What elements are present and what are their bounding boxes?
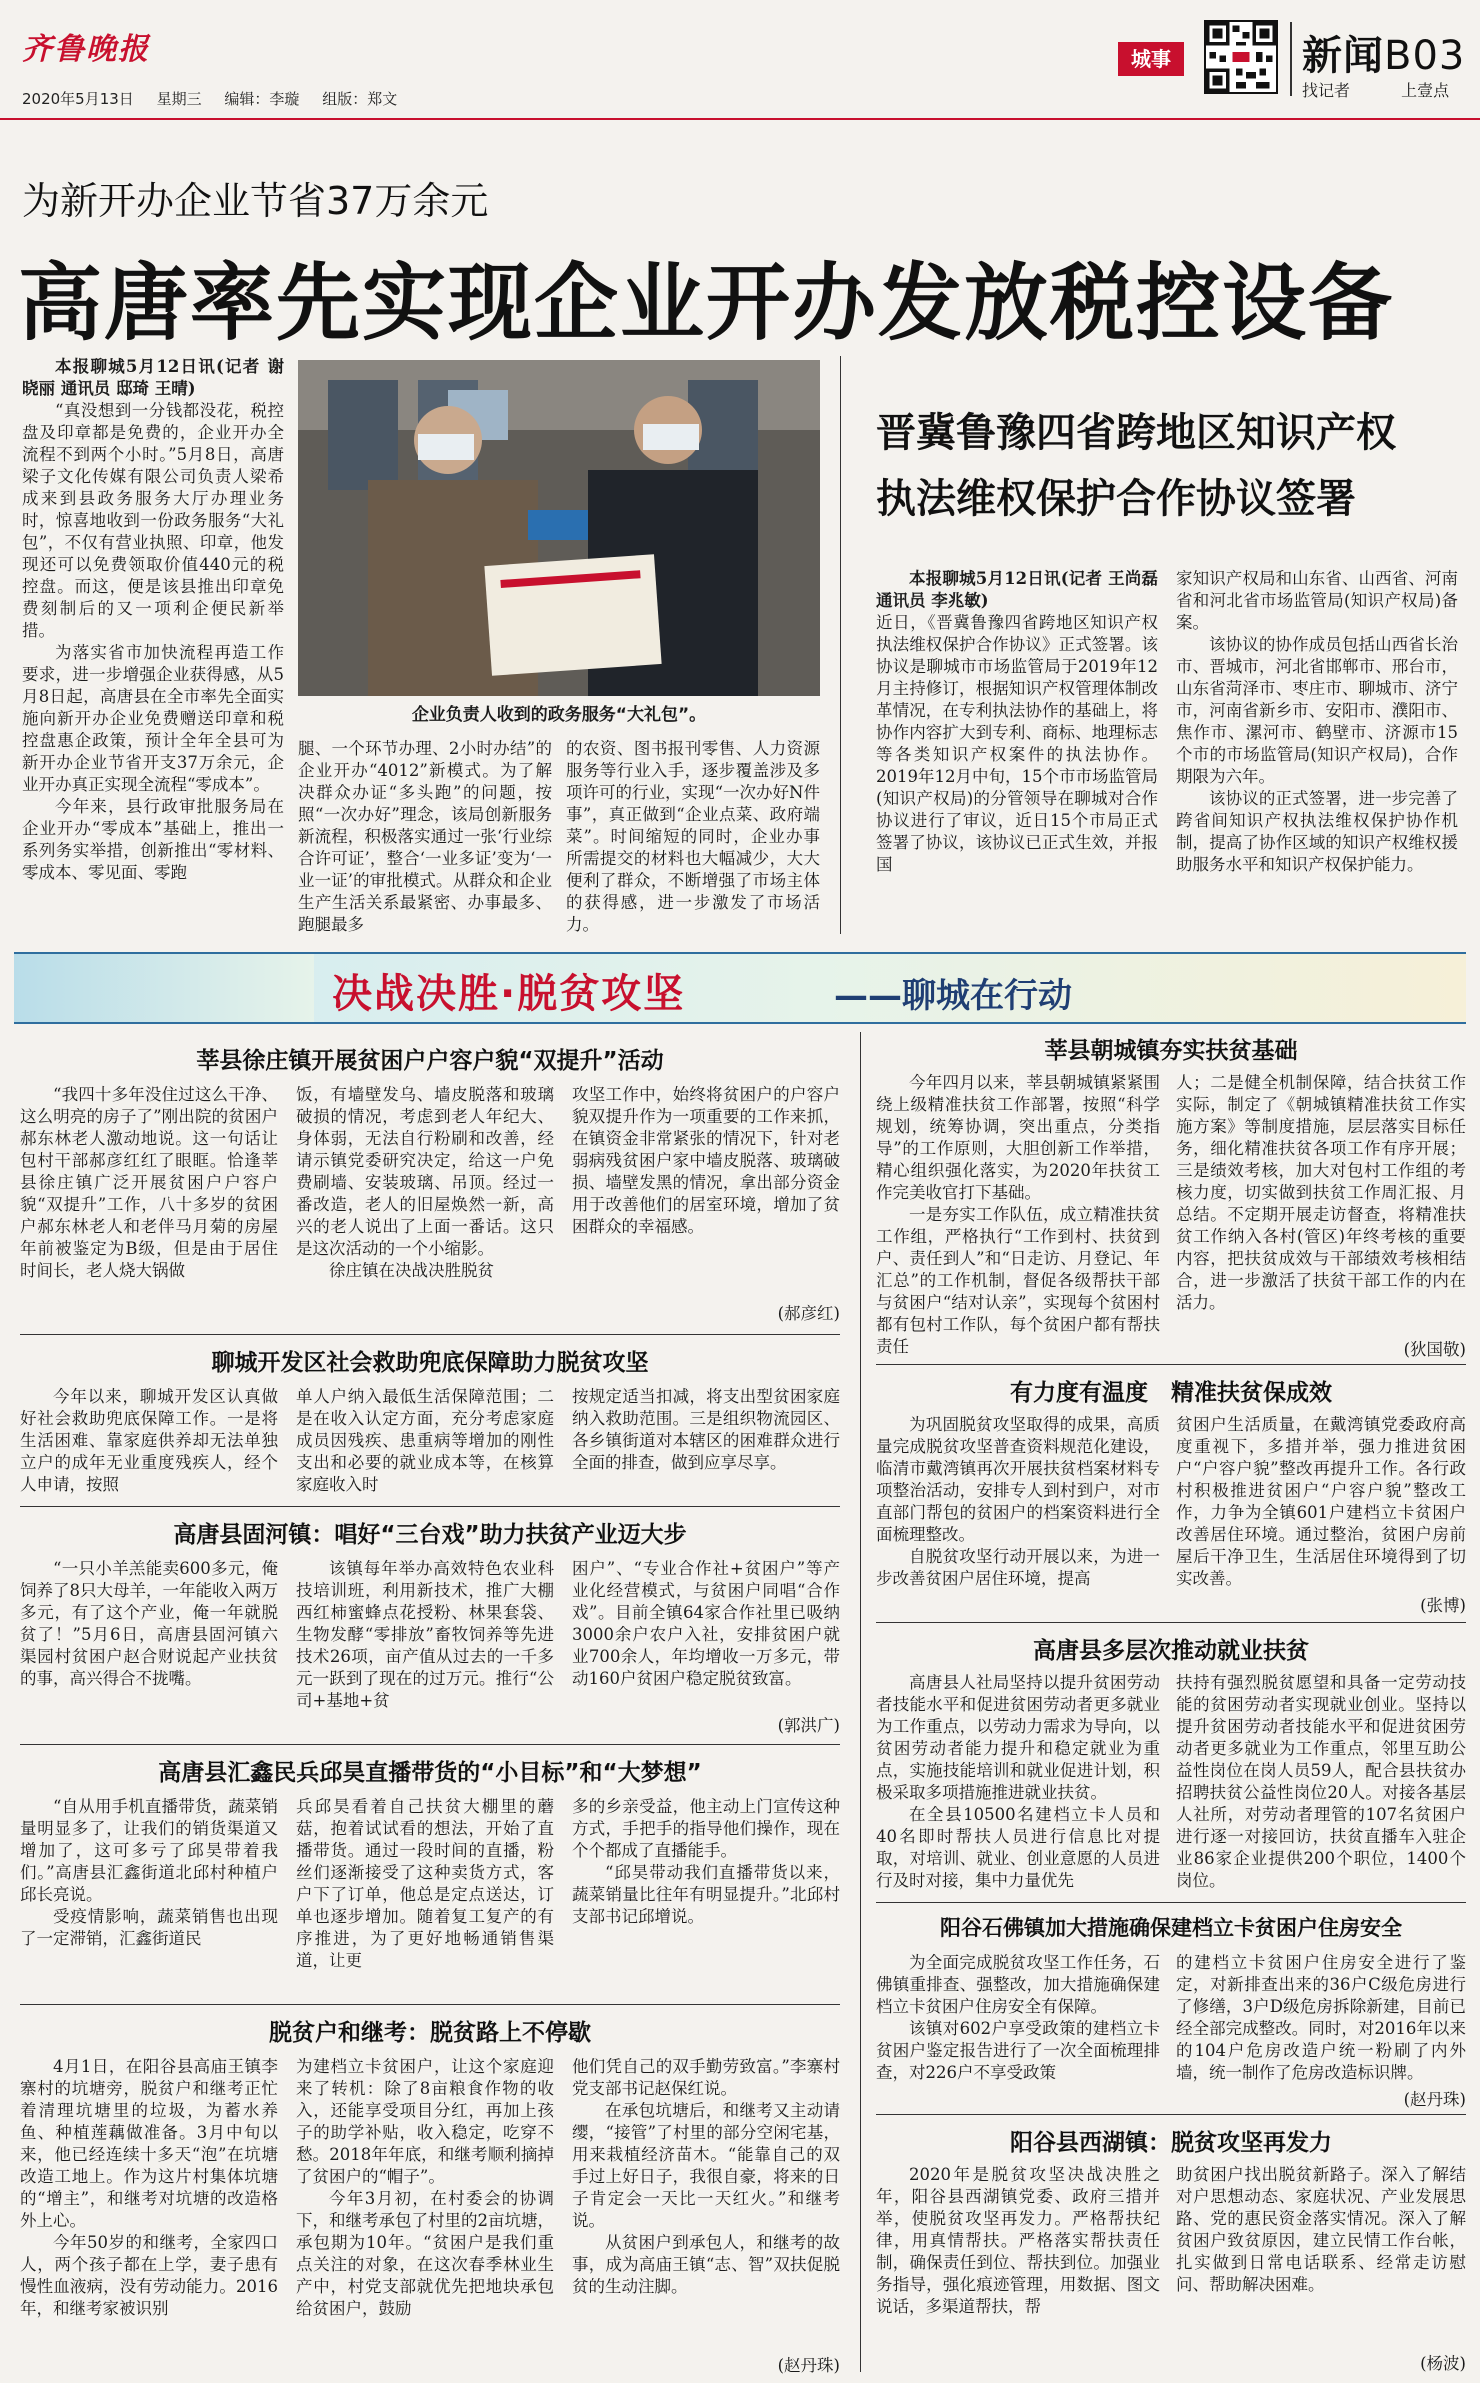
- article-column: [876, 2164, 1160, 2372]
- article-column: [876, 1952, 1160, 2108]
- article-text: 今年四月以来，莘县朝城镇紧紧围绕上级精准扶贫工作部署，按照“科学规划，统筹协调，突出重点，分类指导”的工作原则，大胆创新工作举措，精心组织强化落实，为2020年扶贫工作完美收官打下基础。: [876, 1073, 1160, 1202]
- article-text: 为建档立卡贫困户，让这个家庭迎来了转机：除了8亩粮食作物的收入，还能享受项目分红，再加上孩子的助学补贴，收入稳定，吃穿不愁。2018年年底，和继考顺利摘掉了贫困户的“帽子”。: [296, 2057, 554, 2186]
- article-text: 从贫困户到承包人，和继考的故事，成为高庙王镇“志、智”双扶促脱贫的生动注脚。: [572, 2233, 840, 2296]
- article-signature: (张博): [1420, 1596, 1466, 1615]
- article-divider: [876, 1902, 1466, 1903]
- masthead-logo: 齐鲁晚报: [22, 32, 150, 67]
- article-column: [296, 1084, 554, 1326]
- article-text: 今年以来，聊城开发区认真做好社会救助兜底保障工作。一是将生活困难、靠家庭供养却无法单独立户的成年无业重度残疾人，经个人申请，按照: [20, 1387, 278, 1494]
- article-title: 聊城开发区社会救助兜底保障助力脱贫攻坚: [211, 1350, 649, 1376]
- lead-paragraph: 为落实省市加快流程再造工作要求，进一步增强企业获得感，从5月8日起，高唐县在全市率先全面实施向新开办企业免费赠送印章和税控盘惠企政策，预计全年全县可为新开办企业节省开支37万余元，企业开办真正实现全流程“零成本”。: [22, 643, 284, 794]
- issue-weekday: 星期三: [156, 90, 202, 108]
- article-text: “邱昊带动我们直播带货以来，蔬菜销量比往年有明显提升。”北邱村支部书记邱增说。: [572, 1863, 840, 1926]
- article-title: 高唐县多层次推动就业扶贫: [1033, 1638, 1309, 1664]
- lead-paragraph: 今年来，县行政审批服务局在企业开办“零成本”基础上，推出一系列务实举措，创新推出“零材料、零成本、零见面、零跑: [22, 797, 284, 882]
- article-text: 该镇每年举办高效特色农业科技培训班，利用新技术，推广大棚西红柿蜜蜂点花授粉、林果套袋、生物发酵“零排放”畜牧饲养等先进技术26项，亩产值从过去的一千多元一跃到了现在的过万元。推行“公司+基地+贫: [296, 1559, 554, 1710]
- article-text: 多的乡亲受益，他主动上门宣传这种方式，手把手的指导他们操作，现在个个都成了直播能手。: [572, 1797, 840, 1860]
- article-text: 为巩固脱贫攻坚取得的成果，高质量完成脱贫攻坚普查资料规范化建设，临清市戴湾镇再次开展扶贫档案材料专项整治活动，安排专人到村到户，对市直部门帮包的贫困户的档案资料进行全面梳理整改。: [876, 1415, 1160, 1544]
- article-text: “自从用手机直播带货，蔬菜销量明显多了，让我们的销货渠道又增加了，这可多亏了邱昊带着我们。”高唐县汇鑫街道北邱村种植户邱长亮说。: [20, 1797, 278, 1904]
- lead-paragraph: “真没想到一分钱都没花，税控盘及印章都是免费的，企业开办全流程不到两个小时。”5月8日，高唐梁子文化传媒有限公司负责人梁希成来到县政务服务大厅办理业务时，惊喜地收到一份政务服务“大礼包”，不仅有营业执照、印章，他发现还可以免费领取价值440元的税控盘。而这，便是该县推出印章免费刻制后的又一项利企便民新举措。: [22, 401, 284, 640]
- article-signature: (杨波): [1420, 2354, 1466, 2373]
- contact-line: [1302, 78, 1480, 101]
- article-text: “我四十多年没住过这么干净、这么明亮的房子了”刚出院的贫困户郝东林老人激动地说。这一句话让包村干部郝彦红红了眼眶。恰逢莘县徐庄镇广泛开展贫困户户容户貌“双提升”工作，八十多岁的贫困户郝东林老人和老伴马月菊的房屋年前被鉴定为B级，但是由于居住时间长，老人烧大锅做: [20, 1085, 278, 1280]
- banner-decoration: [14, 954, 314, 1022]
- article-title: 莘县朝城镇夯实扶贫基础: [1044, 1038, 1298, 1064]
- section-banner: [14, 952, 1466, 1024]
- article-column: [572, 1558, 840, 1714]
- dateline: [22, 88, 415, 109]
- article-title: 阳谷石佛镇加大措施确保建档立卡贫困户住房安全: [940, 1916, 1402, 1940]
- article-signature: (赵丹珠): [777, 2356, 840, 2375]
- article-text: 的建档立卡贫困户住房安全进行了鉴定，对新排查出来的36户C级危房进行了修缮，3户D级危房拆除新建，目前已经全部完成整改。同时，对2016年以来的104户危房改造户统一粉刷了内外墙，统一制作了危房改造标识牌。: [1176, 1953, 1466, 2082]
- article-title: 高唐县汇鑫民兵邱昊直播带货的“小目标”和“大梦想”: [158, 1760, 702, 1786]
- side-headline-line-2: 执法维权保护合作协议签署: [876, 476, 1356, 522]
- article-signature: (狄国敬): [1403, 1340, 1466, 1359]
- article-text: 人；二是健全机制保障，结合扶贫工作实际，制定了《朝城镇精准扶贫工作实施方案》等制度措施，层层落实目标任务，细化精准扶贫各项工作有序开展；三是绩效考核，加大对包村工作组的考核力度，切实做到扶贫工作周汇报、月总结。不定期开展走访督查，将精准扶贫工作纳入各村(管区)年终考核的重要内容，把扶贫成效与干部绩效考核相结合，进一步激活了扶贫干部工作的内在活力。: [1176, 1073, 1466, 1312]
- article-column: [1176, 1414, 1466, 1592]
- article-column: [572, 1084, 840, 1304]
- article-text: 单人户纳入最低生活保障范围；二是在收入认定方面，充分考虑家庭成员因残疾、患重病等增加的刚性支出和必要的就业成本等，在核算家庭收入时: [296, 1387, 554, 1494]
- article-text: 在全县10500名建档立卡人员和40名即时帮扶人员进行信息比对提取，对培训、就业、创业意愿的人员进行及时对接，集中力量优先: [876, 1805, 1160, 1890]
- article-column: [876, 1414, 1160, 1614]
- article-divider: [20, 1334, 840, 1335]
- article-text: 今年3月初，在村委会的协调下，和继考承包了村里的2亩坑塘，承包期为10年。“贫困户是我们重点关注的对象，在这次春季林业生产中，村党支部就优先把地块承包给贫困户，鼓励: [296, 2189, 554, 2318]
- article-divider: [876, 2114, 1466, 2115]
- article-divider: [20, 1744, 840, 1745]
- article-column: [20, 1084, 278, 1326]
- article-column: [1176, 1952, 1466, 2086]
- article-column: [1176, 1672, 1466, 1894]
- header-rule: [0, 118, 1480, 120]
- article-signature: (赵丹珠): [1403, 2090, 1466, 2109]
- article-column: [572, 1796, 840, 1996]
- article-text: 高唐县人社局坚持以提升贫困劳动者技能水平和促进贫困劳动者更多就业为工作重点，以劳动力需求为导向，以贫困劳动者能力提升和稳定就业为重点，实施技能培训和就业促进计划，积极采取多项措施推进就业扶贫。: [876, 1673, 1160, 1802]
- article-text: 扶持有强烈脱贫愿望和具备一定劳动技能的贫困劳动者实现就业创业。坚持以提升贫困劳动者技能水平和促进贫困劳动者更多就业为工作重点，邻里互助公益性岗位在岗人员59人，配合县扶贫办招聘扶贫公益性岗位20人。对接各基层人社所，对劳动者理管的107名贫困户进行逐一对接回访，扶贫直播车入驻企业86家企业提供200个职位，1400个岗位。: [1176, 1673, 1466, 1890]
- article-column: [20, 1386, 278, 1498]
- article-title: 阳谷县西湖镇：脱贫攻坚再发力: [1010, 2130, 1332, 2156]
- column-rule: [860, 1032, 861, 2372]
- lead-kicker: 为新开办企业节省37万余元: [22, 179, 489, 223]
- article-text: 徐庄镇在决战决胜脱贫: [329, 1261, 494, 1280]
- side-column-1: [876, 568, 1158, 934]
- article-text: 一是夯实工作队伍，成立精准扶贫工作组，严格执行“工作到村、扶贫到户、责任到人”和“日走访、月登记、年汇总”的工作机制，督促各级帮扶干部与贫困户“结对认亲”，实现每个贫困村都有包村工作队，每个贫困户都有帮扶责任: [876, 1205, 1160, 1356]
- side-column-2: [1176, 568, 1458, 934]
- editor-credit: 编辑：李璇: [224, 90, 300, 108]
- article-column: [296, 1558, 554, 1736]
- article-signature: (郝彦红): [777, 1304, 840, 1323]
- article-column: [20, 2056, 278, 2374]
- page-section-name: 新闻: [1302, 33, 1384, 79]
- lead-column-1: [22, 356, 284, 936]
- article-title: 脱贫户和继考：脱贫路上不停歇: [269, 2020, 591, 2046]
- designer-credit: 组版：郑文: [322, 90, 398, 108]
- lead-photo: [298, 360, 820, 696]
- article-divider: [876, 1622, 1466, 1623]
- lead-paragraph: 的农资、图书报刊零售、人力资源服务等行业入手，逐步覆盖涉及多项许可的行业，实现“一次办好N件事”，真正做到“企业点菜、政府端菜”。时间缩短的同时，企业办事所需提交的材料也大幅减少，大大便利了群众，不断增强了市场主体的获得感，进一步激发了市场活力。: [566, 739, 820, 934]
- contact-line-left: 找记者: [1302, 81, 1351, 100]
- issue-date: 2020年5月13日: [22, 90, 134, 108]
- side-paragraph: 该协议的协作成员包括山西省长治市、晋城市，河北省邯郸市、邢台市，山东省菏泽市、枣庄市、聊城市、济宁市，河南省新乡市、安阳市、濮阳市、焦作市、漯河市、鹤壁市、济源市15个市的市场监管局(知识产权局)，合作期限为六年。: [1176, 635, 1458, 786]
- side-byline: 本报聊城5月12日讯(记者 王尚磊 通讯员 李兆敏): [876, 569, 1158, 610]
- article-column: [296, 2056, 554, 2374]
- article-column: [1176, 2164, 1466, 2350]
- article-text: 助贫困户找出脱贫新路子。深入了解结对户思想动态、家庭状况、产业发展思路、党的惠民资金落实情况。深入了解贫困户致贫原因，建立民情工作台帐，扎实做到日常电话联系、经常走访慰问、帮助解决困难。: [1176, 2165, 1466, 2294]
- article-text: 自脱贫攻坚行动开展以来，为进一步改善贫困户居住环境，提高: [876, 1547, 1160, 1588]
- article-text: 该镇对602户享受政策的建档立卡贫困户鉴定报告进行了一次全面梳理排查，对226户不享受政策: [876, 2019, 1160, 2082]
- article-column: [1176, 1072, 1466, 1336]
- article-text: 2020年是脱贫攻坚决战决胜之年，阳谷县西湖镇党委、政府三措并举，使脱贫攻坚再发力。严格帮扶纪律，用真情帮扶。严格落实帮扶责任制，确保责任到位、帮扶到位。加强业务指导，强化痕迹管理，用数据、图文说话，多渠道帮扶，帮: [876, 2165, 1160, 2316]
- page-number: B03: [1384, 33, 1466, 79]
- column-rule: [840, 356, 841, 934]
- article-title: 有力度有温度 精准扶贫保成效: [1010, 1380, 1332, 1406]
- article-column: [572, 1386, 840, 1498]
- header-divider: [1290, 22, 1292, 96]
- article-text: 困户”、“专业合作社+贫困户”等产业化经营模式，与贫困户同唱“合作戏”。目前全镇64家合作社里已吸纳3000余户农户入社，安排贫困户就业700余人，年均增收一万多元，带动160户贫困户稳定脱贫致富。: [572, 1559, 840, 1688]
- article-text: 贫困户生活质量，在戴湾镇党委政府高度重视下，多措并举，强力推进贫困户“户容户貌”整改再提升工作。各行政村积极推进贫困户“户容户貌”整改工作，力争为全镇601户建档立卡贫困户改善居住环境。通过整治，贫困户房前屋后干净卫生，生活居住环境得到了切实改善。: [1176, 1415, 1466, 1588]
- article-text: 为全面完成脱贫攻坚工作任务，石佛镇重排查、强整改，加大措施确保建档立卡贫困户住房安全有保障。: [876, 1953, 1160, 2016]
- banner-subtitle: ——聊城在行动: [834, 976, 1072, 1016]
- article-text: 他们凭自己的双手勤劳致富。”李寨村党支部书记赵保红说。: [572, 2057, 840, 2098]
- photo-caption: 企业负责人收到的政务服务“大礼包”。: [411, 705, 707, 725]
- article-title: 高唐县固河镇：唱好“三台戏”助力扶贫产业迈大步: [173, 1522, 687, 1548]
- page-name: [1302, 24, 1465, 81]
- lead-headline: 高唐率先实现企业开办发放税控设备: [18, 254, 1395, 352]
- side-paragraph: 近日，《晋冀鲁豫四省跨地区知识产权执法维权保护合作协议》正式签署。该协议是聊城市市场监管局于2019年12月主持修订，根据知识产权管理体制改革情况，在专利执法协作的基础上，将协作内容扩大到专利、商标、地理标志等各类知识产权案件的执法协作。2019年12月中旬，15个市市场监管局(知识产权局)的分管领导在聊城对合作协议进行了审议，近日15个市局正式签署了协议，该协议已正式生效，并报国: [876, 613, 1158, 874]
- side-paragraph: 家知识产权局和山东省、山西省、河南省和河北省市场监管局(知识产权局)备案。: [1176, 569, 1458, 632]
- article-column: [876, 1672, 1160, 1894]
- article-column: [296, 1796, 554, 1996]
- article-text: 在承包坑塘后，和继考又主动请缨，“接管”了村里的部分空闲宅基，用来栽植经济苗木。“能靠自己的双手过上好日子，我很自豪，将来的日子肯定会一天比一天红火。”和继考说。: [572, 2101, 840, 2230]
- article-text: 兵邱昊看着自己扶贫大棚里的蘑菇，抱着试试看的想法，开始了直播带货。通过一段时间的直播，粉丝们逐渐接受了这种卖货方式，客户下了订单，他总是定点送达，订单也逐步增加。随着复工复产的有序推进，为了更好地畅通销售渠道，让更: [296, 1797, 554, 1970]
- lead-column-3: [566, 738, 820, 936]
- qr-code-icon: [1204, 20, 1278, 94]
- article-column: [20, 1558, 278, 1736]
- article-text: 饭，有墙壁发乌、墙皮脱落和玻璃破损的情况，考虑到老人年纪大、身体弱，无法自行粉刷和改善，经请示镇党委研究决定，给这一户免费刷墙、安装玻璃、吊顶。经过一番改造，老人的旧屋焕然一新，高兴的老人说出了上面一番话。这只是这次活动的一个小缩影。: [296, 1085, 554, 1258]
- article-divider: [876, 1364, 1466, 1365]
- side-paragraph: 该协议的正式签署，进一步完善了跨省间知识产权执法维权保护协作机制，提高了协作区域的知识产权维权援助服务水平和知识产权保护能力。: [1176, 789, 1458, 874]
- side-headline: [876, 400, 1456, 532]
- article-text: 攻坚工作中，始终将贫困户的户容户貌双提升作为一项重要的工作来抓，在镇资金非常紧张的情况下，针对老弱病残贫困户家中墙皮脱落、玻璃破损、墙壁发黑的情况，拿出部分资金用于改善他们的居室环境，增加了贫困群众的幸福感。: [572, 1085, 840, 1236]
- article-text: 受疫情影响，蔬菜销售也出现了一定滞销，汇鑫街道民: [20, 1907, 278, 1948]
- article-text: 按规定适当扣减，将支出型贫困家庭纳入救助范围。三是组织物流园区、各乡镇街道对本辖区的困难群众进行全面的排查，做到应享尽享。: [572, 1387, 840, 1472]
- article-signature: (郭洪广): [777, 1716, 840, 1735]
- article-divider: [20, 1506, 840, 1507]
- lead-byline: 本报聊城5月12日讯(记者 谢晓丽 通讯员 邸琦 王晴): [22, 357, 284, 398]
- banner-title: 决战决胜·脱贫攻坚: [332, 971, 686, 1017]
- section-tag: 城事: [1118, 42, 1184, 76]
- article-column: [572, 2056, 840, 2352]
- contact-line-right: 上壹点: [1401, 81, 1450, 100]
- side-headline-line-1: 晋冀鲁豫四省跨地区知识产权: [876, 410, 1396, 456]
- article-column: [296, 1386, 554, 1498]
- article-divider: [20, 2004, 840, 2005]
- article-column: [20, 1796, 278, 1996]
- article-column: [876, 1072, 1160, 1358]
- article-title: 莘县徐庄镇开展贫困户户容户貌“双提升”活动: [196, 1048, 664, 1074]
- article-text: 今年50岁的和继考，全家四口人，两个孩子都在上学，妻子患有慢性血液病，没有劳动能力。2016年，和继考家被识别: [20, 2233, 278, 2318]
- article-text: “一只小羊羔能卖600多元，俺饲养了8只大母羊，一年能收入两万多元，有了这个产业，俺一年就脱贫了！”5月6日，高唐县固河镇六渠园村贫困户赵合财说起产业扶贫的事，高兴得合不拢嘴。: [20, 1559, 278, 1688]
- lead-column-2: [298, 738, 552, 936]
- article-text: 4月1日，在阳谷县高庙王镇李寨村的坑塘旁，脱贫户和继考正忙着清理坑塘里的垃圾，为蓄水养鱼、种植莲藕做准备。3月中旬以来，他已经连续十多天“泡”在坑塘改造工地上。作为这片村集体坑塘的“增主”，和继考对坑塘的改造格外上心。: [20, 2057, 278, 2230]
- lead-paragraph: 腿、一个环节办理、2小时办结”的企业开办“4012”新模式。为了解决群众办证“多头跑”的问题，按照“一次办好”理念，该局创新服务新流程，积极落实通过一张‘行业综合许可证’，整合‘一业多证’变为‘一业一证’的审批模式。从群众和企业生产生活关系最紧密、办事最多、跑腿最多: [298, 739, 552, 934]
